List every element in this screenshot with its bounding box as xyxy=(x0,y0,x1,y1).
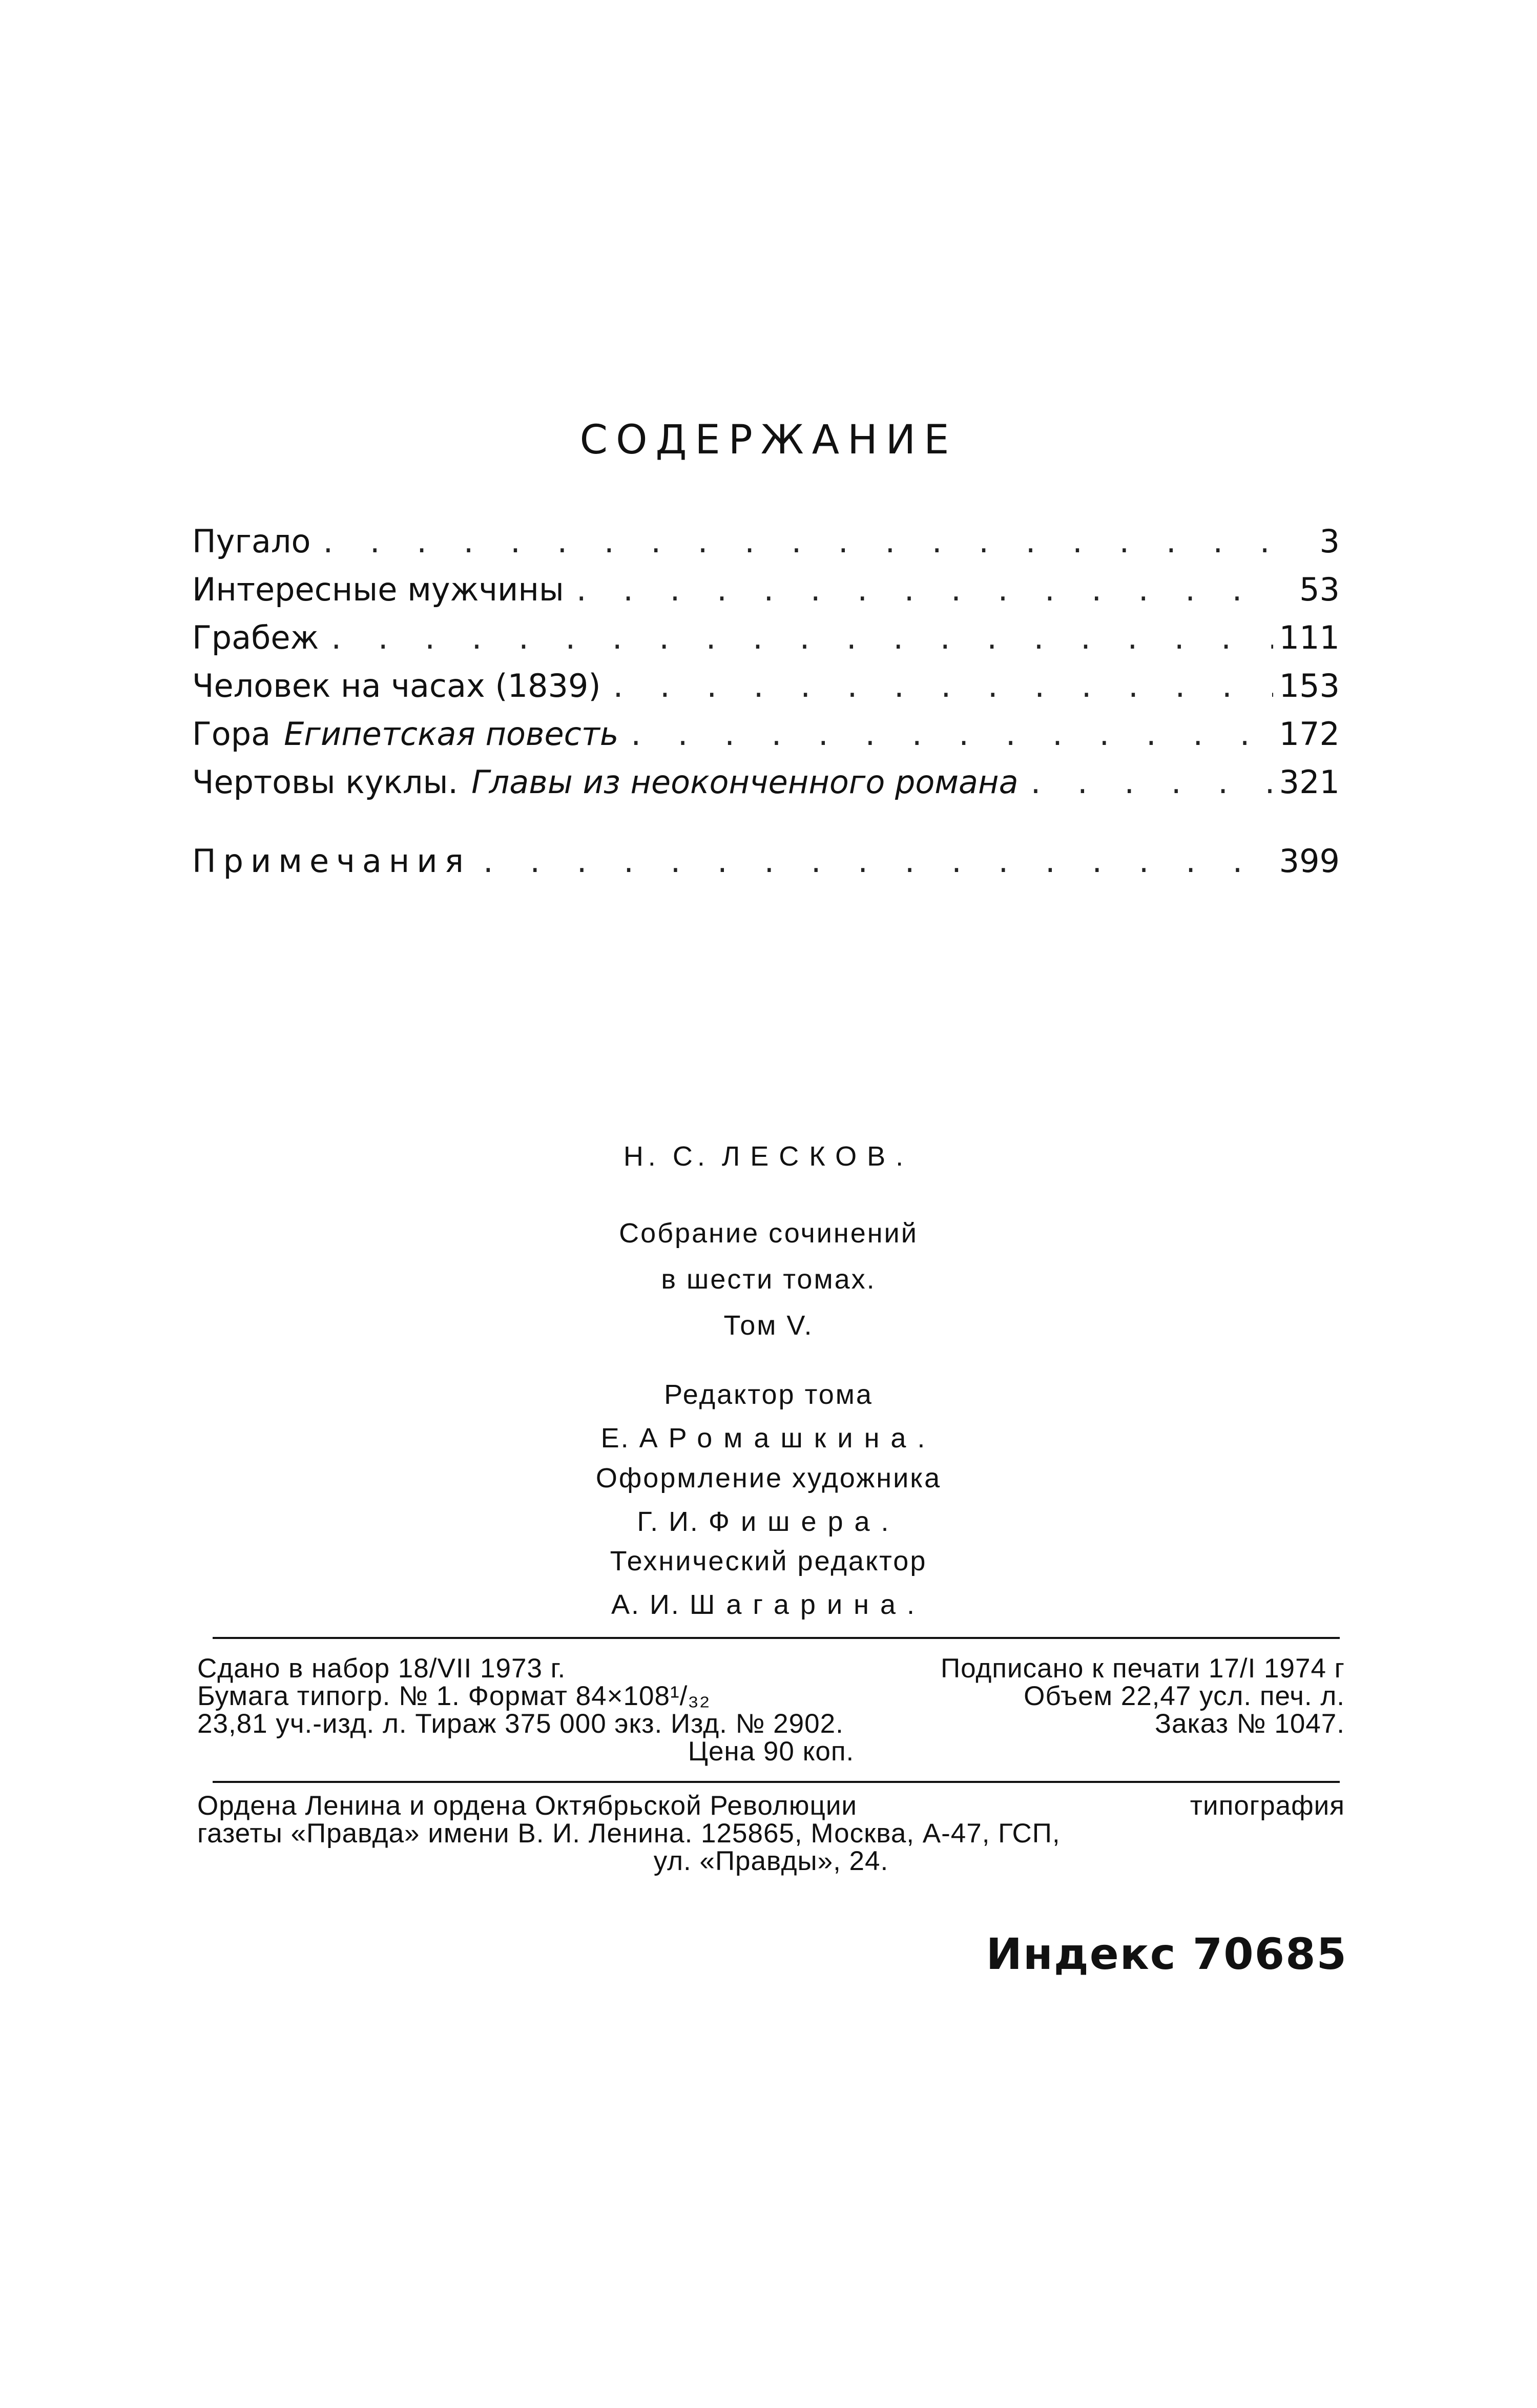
toc-entry-notes xyxy=(192,842,1340,890)
author-initials: Н. С. xyxy=(623,1141,710,1172)
dot-leader xyxy=(613,667,1273,704)
printer-info-row xyxy=(197,1820,1345,1847)
printer-info-row xyxy=(197,1792,1345,1820)
toc-entry xyxy=(192,715,1340,763)
print-details-row xyxy=(197,1683,1345,1710)
toc-entry-title: Гора xyxy=(192,715,271,753)
price: Цена 90 коп. xyxy=(688,1736,855,1767)
designer-initials: Г. И. xyxy=(637,1506,699,1537)
toc-entry-title: Человек на часах (1839) xyxy=(192,667,601,704)
dot-leader xyxy=(331,619,1273,656)
toc-entry xyxy=(192,523,1340,571)
designer-name: Фишера. xyxy=(708,1506,900,1537)
toc-notes-page: 399 xyxy=(1279,842,1340,880)
editor-name-line xyxy=(0,1424,1537,1452)
toc-entry-page: 153 xyxy=(1279,667,1340,704)
order-number: Заказ № 1047. xyxy=(1155,1709,1345,1739)
toc-entry-title: Грабеж xyxy=(192,619,319,656)
catalog-index: Индекс 70685 xyxy=(986,1929,1347,1979)
contents-heading: СОДЕРЖАНИЕ xyxy=(579,417,958,463)
printer-street: ул. «Правды», 24. xyxy=(653,1846,889,1876)
print-run: 23,81 уч.-изд. л. Тираж 375 000 экз. Изд. № 2902. xyxy=(197,1709,844,1739)
work-title-line2: в шести томах. xyxy=(661,1264,876,1295)
tech-editor-role: Технический редактор xyxy=(610,1546,927,1576)
toc-entry-title: Интересные мужчины xyxy=(192,571,564,608)
editor-name: Ромашкина. xyxy=(668,1423,937,1454)
toc-notes-title: Примечания xyxy=(192,842,471,880)
typeset-date: Сдано в набор 18/VII 1973 г. xyxy=(197,1653,566,1684)
dot-leader xyxy=(1031,763,1273,801)
toc-entry-page: 321 xyxy=(1279,763,1340,801)
dot-leader xyxy=(483,842,1273,880)
printer-info-row xyxy=(197,1847,1345,1875)
designer-role: Оформление художника xyxy=(595,1463,942,1493)
toc-entry-title: Пугало xyxy=(192,523,311,560)
toc-entry-page: 3 xyxy=(1319,523,1340,560)
designer-name-line xyxy=(0,1508,1537,1535)
toc-entry-title: Чертовы куклы. xyxy=(192,763,459,801)
dot-leader xyxy=(323,523,1277,560)
editor-role: Редактор тома xyxy=(664,1379,873,1410)
print-details-row xyxy=(197,1738,1345,1766)
tech-editor-name-line xyxy=(0,1591,1537,1618)
tech-editor-name: Шагарина. xyxy=(689,1589,926,1620)
printer-type: типография xyxy=(1190,1791,1345,1821)
dot-leader xyxy=(631,715,1273,753)
dot-leader xyxy=(576,571,1277,608)
toc-entry xyxy=(192,571,1340,619)
toc-entry xyxy=(192,667,1340,715)
print-details-row xyxy=(197,1710,1345,1738)
volume-number: Том V. xyxy=(723,1310,814,1341)
toc-entry-page: 111 xyxy=(1279,619,1340,656)
printer-info xyxy=(197,1792,1345,1875)
printer-name: Ордена Ленина и ордена Октябрьской Революции xyxy=(197,1791,858,1821)
toc-entry-page: 172 xyxy=(1279,715,1340,753)
printer-address: газеты «Правда» имени В. И. Ленина. 125865, Москва, А-47, ГСП, xyxy=(197,1818,1061,1849)
toc-entry xyxy=(192,763,1340,812)
table-of-contents xyxy=(192,523,1340,890)
tech-editor-initials: А. И. xyxy=(611,1589,680,1620)
paper-format: Бумага типогр. № 1. Формат 84×108¹/₃₂ xyxy=(197,1681,711,1711)
toc-entry-page: 53 xyxy=(1299,571,1340,608)
toc-entry-subtitle: Главы из неоконченного романа xyxy=(471,763,1019,801)
author-surname: ЛЕСКОВ. xyxy=(721,1141,914,1172)
work-title-line1: Собрание сочинений xyxy=(619,1218,918,1249)
signed-date: Подписано к печати 17/I 1974 г xyxy=(940,1653,1345,1684)
divider-top xyxy=(213,1637,1340,1639)
editor-initials: Е. А xyxy=(600,1423,659,1454)
author-line xyxy=(0,1143,1537,1170)
print-details xyxy=(197,1655,1345,1766)
print-details-row xyxy=(197,1655,1345,1683)
volume-size: Объем 22,47 усл. печ. л. xyxy=(1024,1681,1345,1711)
toc-entry-subtitle: Египетская повесть xyxy=(284,715,619,753)
divider-bottom xyxy=(213,1781,1340,1783)
toc-entry xyxy=(192,619,1340,667)
